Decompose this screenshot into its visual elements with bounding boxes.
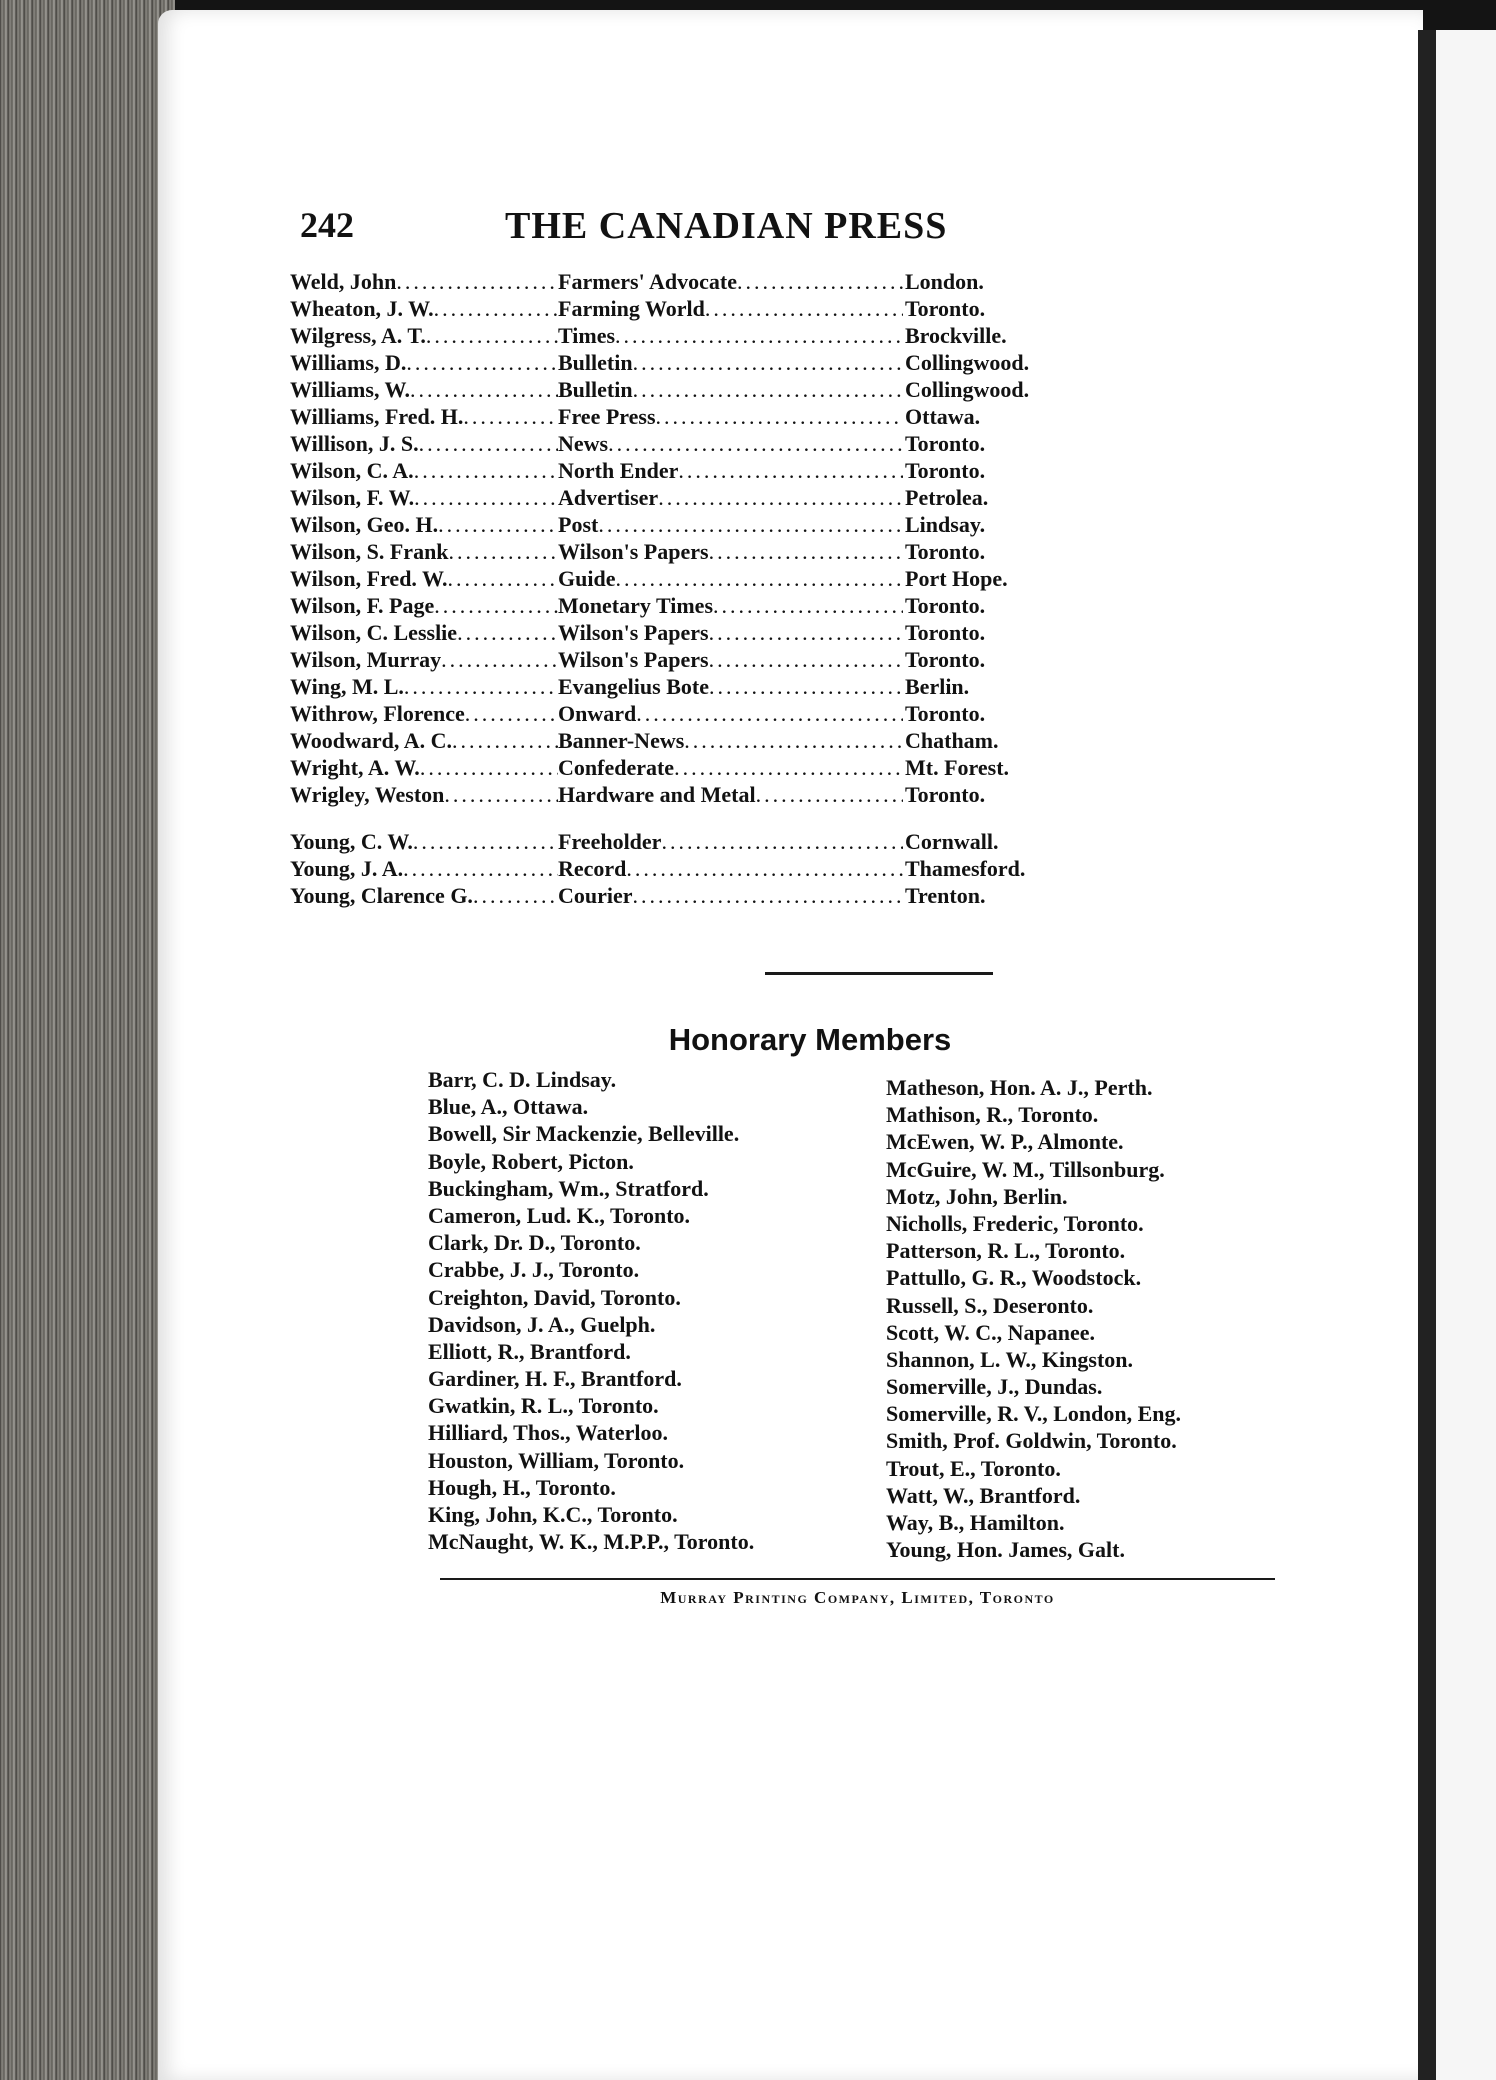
honorary-member: Young, Hon. James, Galt. — [886, 1537, 1125, 1563]
member-paper: Bulletin — [558, 377, 633, 402]
member-city: Cornwall. — [905, 829, 999, 854]
member-name-cell — [290, 828, 558, 855]
member-name: Young, C. W. — [290, 829, 413, 854]
honorary-member: Pattullo, G. R., Woodstock. — [886, 1265, 1142, 1291]
leader-dots — [658, 484, 903, 511]
member-row — [290, 268, 1080, 295]
member-paper-cell — [558, 592, 903, 619]
member-name-cell — [290, 619, 558, 646]
leader-dots — [404, 673, 558, 700]
member-name-cell — [290, 511, 558, 538]
member-row — [290, 322, 1080, 349]
member-paper-cell — [558, 457, 903, 484]
member-row — [290, 700, 1080, 727]
member-name-cell — [290, 430, 558, 457]
honorary-list-right — [886, 1074, 1246, 1563]
honorary-member: Creighton, David, Toronto. — [428, 1284, 681, 1310]
member-paper-cell — [558, 295, 903, 322]
member-name: Wilson, S. Frank — [290, 539, 449, 564]
honorary-member: Somerville, R. V., London, Eng. — [886, 1401, 1182, 1427]
honorary-member: Davidson, J. A., Guelph. — [428, 1311, 656, 1337]
leader-dots — [413, 828, 558, 855]
member-paper-cell — [558, 268, 903, 295]
leader-dots — [406, 349, 558, 376]
member-name-cell — [290, 727, 558, 754]
member-name-cell — [290, 882, 558, 909]
member-row — [290, 828, 1080, 855]
member-row — [290, 727, 1080, 754]
member-name: Weld, John — [290, 269, 397, 294]
member-name: Wilson, Fred. W. — [290, 566, 448, 591]
honorary-member: Boyle, Robert, Picton. — [428, 1148, 634, 1174]
footer-rule — [440, 1578, 1275, 1580]
member-row — [290, 855, 1080, 882]
member-name-cell — [290, 268, 558, 295]
leader-dots — [709, 673, 903, 700]
member-name: Wilson, F. W. — [290, 485, 415, 510]
member-paper-cell — [558, 828, 903, 855]
leader-dots — [633, 882, 903, 909]
page-header — [300, 200, 1120, 260]
member-paper-cell — [558, 430, 903, 457]
running-title: THE CANADIAN PRESS — [505, 205, 948, 247]
member-paper: Confederate — [558, 755, 675, 780]
facing-page-strip — [1436, 30, 1496, 2080]
member-paper: Monetary Times — [558, 593, 713, 618]
honorary-members-heading: Honorary Members — [668, 1022, 952, 1057]
member-city: Thamesford. — [905, 856, 1026, 881]
honorary-member: Mathison, R., Toronto. — [886, 1102, 1099, 1128]
member-row — [290, 619, 1080, 646]
member-name: Wilson, Geo. H. — [290, 512, 439, 537]
leader-dots — [737, 268, 903, 295]
leader-dots — [626, 855, 903, 882]
member-name-cell — [290, 457, 558, 484]
leader-dots — [709, 619, 903, 646]
member-paper-cell — [558, 538, 903, 565]
leader-dots — [615, 322, 903, 349]
member-name-cell — [290, 565, 558, 592]
member-name: Wright, A. W. — [290, 755, 420, 780]
member-paper: Wilson's Papers — [558, 647, 709, 672]
member-city: Collingwood. — [905, 350, 1030, 375]
leader-dots — [598, 511, 903, 538]
member-paper-cell — [558, 673, 903, 700]
member-name: Wheaton, J. W. — [290, 296, 434, 321]
member-name: Withrow, Florence — [290, 701, 465, 726]
member-paper: Times — [558, 323, 616, 348]
book-gutter — [1418, 30, 1436, 2080]
honorary-member: Bowell, Sir Mackenzie, Belleville. — [428, 1121, 740, 1147]
member-city: Lindsay. — [905, 512, 986, 537]
member-paper: Wilson's Papers — [558, 620, 709, 645]
member-name: Wilgress, A. T. — [290, 323, 426, 348]
member-paper-cell — [558, 484, 903, 511]
member-name: Wrigley, Weston — [290, 782, 445, 807]
honorary-member: Crabbe, J. J., Toronto. — [428, 1257, 640, 1283]
member-paper: Guide — [558, 566, 616, 591]
member-name: Wilson, C. A. — [290, 458, 414, 483]
honorary-member: Clark, Dr. D., Toronto. — [428, 1230, 641, 1256]
member-city: Trenton. — [905, 883, 986, 908]
leader-dots — [608, 430, 903, 457]
leader-dots — [465, 700, 558, 727]
member-row — [290, 403, 1080, 430]
printer-imprint: Murray Printing Company, Limited, Toronto — [660, 1588, 1055, 1607]
member-city: Toronto. — [905, 782, 986, 807]
leader-dots — [403, 855, 558, 882]
leader-dots — [426, 322, 558, 349]
member-city: Port Hope. — [905, 566, 1008, 591]
honorary-member: Elliott, R., Brantford. — [428, 1338, 631, 1364]
member-name-cell — [290, 295, 558, 322]
honorary-member: Somerville, J., Dundas. — [886, 1374, 1103, 1400]
member-city: Toronto. — [905, 296, 986, 321]
honorary-member: McEwen, W. P., Almonte. — [886, 1129, 1124, 1155]
member-city: Brockville. — [905, 323, 1007, 348]
leader-dots — [410, 376, 558, 403]
honorary-member: Way, B., Hamilton. — [886, 1510, 1065, 1535]
leader-dots — [473, 882, 558, 909]
member-paper: Evangelius Bote — [558, 674, 709, 699]
member-name: Wilson, C. Lesslie — [290, 620, 458, 645]
member-paper: Free Press — [558, 404, 656, 429]
member-paper-cell — [558, 511, 903, 538]
honorary-member: Nicholls, Frederic, Toronto. — [886, 1210, 1144, 1236]
member-name: Wilson, Murray — [290, 647, 442, 672]
leader-dots — [633, 376, 903, 403]
honorary-member: Patterson, R. L., Toronto. — [886, 1238, 1126, 1264]
member-paper: Banner-News — [558, 728, 685, 753]
member-row — [290, 457, 1080, 484]
member-city: London. — [905, 269, 984, 294]
honorary-member: Motz, John, Berlin. — [886, 1183, 1068, 1209]
member-name: Woodward, A. C. — [290, 728, 452, 753]
leader-dots — [441, 646, 558, 673]
section-divider — [765, 972, 993, 975]
member-name-cell — [290, 754, 558, 781]
leader-dots — [438, 511, 558, 538]
member-name: Willison, J. S. — [290, 431, 419, 456]
member-city: Toronto. — [905, 620, 986, 645]
member-name-cell — [290, 673, 558, 700]
member-paper-cell — [558, 646, 903, 673]
member-paper: Advertiser — [558, 485, 659, 510]
member-paper: Hardware and Metal — [558, 782, 756, 807]
member-row — [290, 565, 1080, 592]
member-city: Mt. Forest. — [905, 755, 1010, 780]
member-name-cell — [290, 484, 558, 511]
member-row — [290, 430, 1080, 457]
honorary-member: Russell, S., Deseronto. — [886, 1292, 1094, 1318]
member-paper-cell — [558, 619, 903, 646]
leader-dots — [452, 727, 558, 754]
member-name: Wilson, F. Page — [290, 593, 435, 618]
leader-dots — [636, 700, 903, 727]
leader-dots — [414, 484, 558, 511]
member-paper: Courier — [558, 883, 633, 908]
member-name-cell — [290, 781, 558, 808]
honorary-member: Watt, W., Brantford. — [886, 1482, 1081, 1508]
member-name: Wing, M. L. — [290, 674, 404, 699]
member-city: Toronto. — [905, 539, 986, 564]
member-paper: Wilson's Papers — [558, 539, 709, 564]
member-name-cell — [290, 855, 558, 882]
member-row — [290, 882, 1080, 909]
page-number: 242 — [300, 205, 354, 245]
leader-dots — [705, 295, 903, 322]
honorary-member: Gardiner, H. F., Brantford. — [428, 1366, 682, 1392]
member-row — [290, 349, 1080, 376]
member-name-cell — [290, 700, 558, 727]
member-row — [290, 511, 1080, 538]
member-name-cell — [290, 646, 558, 673]
book-page-edges — [0, 0, 175, 2080]
honorary-member: Trout, E., Toronto. — [886, 1455, 1061, 1481]
member-paper-cell — [558, 882, 903, 909]
member-paper-cell — [558, 727, 903, 754]
leader-dots — [463, 403, 558, 430]
member-row — [290, 295, 1080, 322]
member-paper: Farmers' Advocate — [558, 269, 737, 294]
member-paper: Farming World — [558, 296, 705, 321]
member-name: Williams, W. — [290, 377, 411, 402]
member-paper-cell — [558, 322, 903, 349]
leader-dots — [448, 565, 558, 592]
member-row — [290, 781, 1080, 808]
leader-dots — [420, 754, 558, 781]
member-paper: News — [558, 431, 609, 456]
member-city: Ottawa. — [905, 404, 981, 429]
member-paper-cell — [558, 349, 903, 376]
member-row — [290, 673, 1080, 700]
honorary-member: Hilliard, Thos., Waterloo. — [428, 1420, 668, 1446]
member-name: Young, J. A. — [290, 856, 404, 881]
leader-dots — [434, 295, 558, 322]
leader-dots — [709, 538, 903, 565]
honorary-member: Shannon, L. W., Kingston. — [886, 1346, 1134, 1372]
leader-dots — [615, 565, 903, 592]
leader-dots — [396, 268, 558, 295]
member-city: Berlin. — [905, 674, 970, 699]
member-paper-cell — [558, 403, 903, 430]
honorary-member: Matheson, Hon. A. J., Perth. — [886, 1075, 1153, 1100]
member-city: Toronto. — [905, 458, 986, 483]
honorary-member: McGuire, W. M., Tillsonburg. — [886, 1156, 1165, 1182]
honorary-member: McNaught, W. K., M.P.P., Toronto. — [428, 1529, 755, 1555]
member-name-cell — [290, 538, 558, 565]
member-directory — [290, 268, 1080, 909]
member-paper: North Ender — [558, 458, 679, 483]
leader-dots — [661, 828, 903, 855]
member-name: Young, Clarence G. — [290, 883, 473, 908]
honorary-list-left — [428, 1066, 868, 1555]
member-city: Toronto. — [905, 647, 986, 672]
leader-dots — [434, 592, 558, 619]
leader-dots — [457, 619, 558, 646]
member-paper: Bulletin — [558, 350, 633, 375]
honorary-member: Cameron, Lud. K., Toronto. — [428, 1202, 691, 1228]
honorary-member: Scott, W. C., Napanee. — [886, 1319, 1096, 1345]
honorary-member: Buckingham, Wm., Stratford. — [428, 1175, 709, 1201]
leader-dots — [678, 457, 903, 484]
member-city: Toronto. — [905, 431, 986, 456]
honorary-member: Hough, H., Toronto. — [428, 1474, 616, 1500]
member-paper: Onward — [558, 701, 637, 726]
member-city: Toronto. — [905, 593, 986, 618]
leader-dots — [419, 430, 558, 457]
member-paper-cell — [558, 565, 903, 592]
leader-dots — [674, 754, 903, 781]
member-row — [290, 538, 1080, 565]
member-name-cell — [290, 349, 558, 376]
honorary-member: Barr, C. D. Lindsay. — [428, 1067, 617, 1092]
member-paper-cell — [558, 754, 903, 781]
leader-dots — [684, 727, 903, 754]
member-paper: Record — [558, 856, 627, 881]
member-row — [290, 592, 1080, 619]
member-paper-cell — [558, 376, 903, 403]
leader-dots — [756, 781, 903, 808]
member-name: Williams, Fred. H. — [290, 404, 464, 429]
honorary-member: King, John, K.C., Toronto. — [428, 1502, 678, 1527]
member-row — [290, 376, 1080, 403]
leader-dots — [709, 646, 903, 673]
member-paper-cell — [558, 855, 903, 882]
member-row — [290, 484, 1080, 511]
leader-dots — [633, 349, 903, 376]
member-paper: Post — [558, 512, 599, 537]
member-row — [290, 754, 1080, 781]
member-name: Williams, D. — [290, 350, 407, 375]
honorary-member: Gwatkin, R. L., Toronto. — [428, 1393, 659, 1419]
honorary-member: Smith, Prof. Goldwin, Toronto. — [886, 1428, 1177, 1454]
member-name-cell — [290, 592, 558, 619]
member-city: Toronto. — [905, 701, 986, 726]
member-paper-cell — [558, 781, 903, 808]
member-city: Collingwood. — [905, 377, 1030, 402]
member-city: Petrolea. — [905, 485, 989, 510]
member-name-cell — [290, 403, 558, 430]
leader-dots — [449, 538, 558, 565]
member-paper-cell — [558, 700, 903, 727]
leader-dots — [713, 592, 903, 619]
honorary-member: Houston, William, Toronto. — [428, 1447, 685, 1473]
leader-dots — [414, 457, 558, 484]
member-row — [290, 646, 1080, 673]
member-name-cell — [290, 376, 558, 403]
member-city: Chatham. — [905, 728, 999, 753]
honorary-member: Blue, A., Ottawa. — [428, 1094, 589, 1120]
leader-dots — [656, 403, 903, 430]
leader-dots — [444, 781, 558, 808]
member-paper: Freeholder — [558, 829, 662, 854]
member-name-cell — [290, 322, 558, 349]
